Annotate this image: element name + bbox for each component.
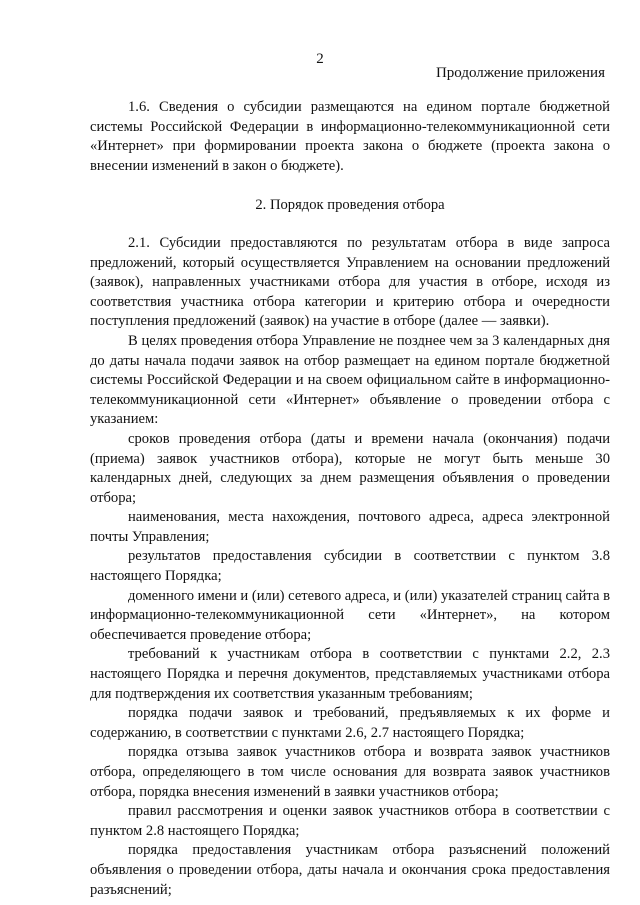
list-item: требований к участникам отбора в соответствии с пунктами 2.2, 2.3 настоящего Порядка и перечня документов, представляемых участниками отбора для подтверждения их соответствия указанным требованиям; <box>90 646 610 702</box>
list-item: порядка отзыва заявок участников отбора и возврата заявок участников отбора, определяющего в том числе основания для возврата заявок участников отбора, порядка внесения изменений в заявки участников отбора; <box>90 744 610 800</box>
section-heading: 2. Порядок проведения отбора <box>255 197 445 214</box>
paragraph-2-1: 2.1. Субсидии предоставляются по результатам отбора в виде запроса предложений, который осуществляется Управлением на основании предложений (заявок), направленных участниками отбора для участия в отборе, исходя из соответствия участника отбора категории и критерию отбора и очередности поступления предложений (заявок) на участие в отборе (далее — заявки). <box>90 234 610 330</box>
paragraph-1-6: 1.6. Сведения о субсидии размещаются на едином портале бюджетной системы Российской Федерации в информационно-телекоммуникационной сети «Интернет» при формировании проекта закона о бюджете (проекта закона о внесении изменений в закон о бюджете). <box>90 99 610 174</box>
document-body <box>90 98 610 900</box>
page-number: 2 <box>316 51 324 67</box>
list-item: результатов предоставления субсидии в соответствии с пунктом 3.8 настоящего Порядка; <box>90 548 610 585</box>
list-item: наименования, места нахождения, почтового адреса, адреса электронной почты Управления; <box>90 509 610 545</box>
list-item: правил рассмотрения и оценки заявок участников отбора в соответствии с пунктом 2.8 настоящего Порядка; <box>90 803 610 839</box>
list-item: сроков проведения отбора (даты и времени начала (окончания) подачи (приема) заявок участников отбора), которые не могут быть меньше 30 календарных дней, следующих за днем размещения объявления о проведении отбора; <box>90 430 610 506</box>
list-item: доменного имени и (или) сетевого адреса, и (или) указателей страниц сайта в информационно-телекоммуникационной сети «Интернет», на котором обеспечивается проведение отбора; <box>90 587 610 643</box>
paragraph-announcement: В целях проведения отбора Управление не позднее чем за 3 календарных дня до даты начала подачи заявок на отбор размещает на едином портале бюджетной системы Российской Федерации и на своем официальном сайте в информационно-телекоммуникационной сети «Интернет» объявление о проведении отбора с указанием: <box>90 332 610 428</box>
list-item: порядка предоставления участникам отбора разъяснений положений объявления о проведении отбора, даты начала и окончания срока предоставления разъяснений; <box>90 842 610 898</box>
list-item: порядка подачи заявок и требований, предъявляемых к их форме и содержанию, в соответствии с пунктами 2.6, 2.7 настоящего Порядка; <box>90 705 610 741</box>
continuation-label: Продолжение приложения <box>435 65 605 81</box>
